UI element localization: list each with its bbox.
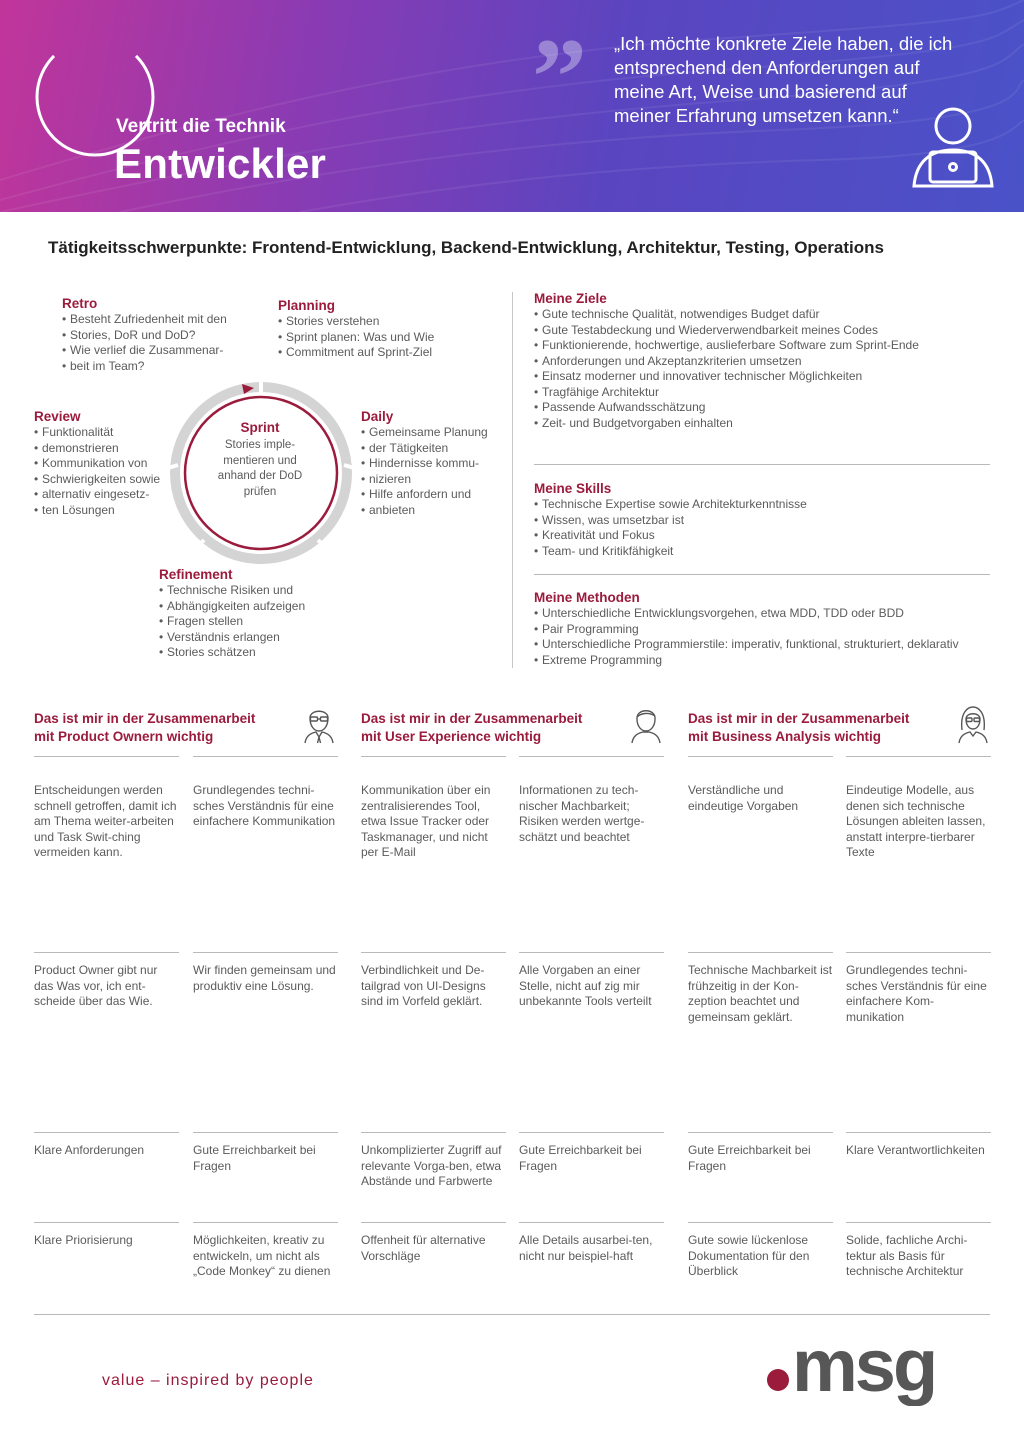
column-divider <box>512 292 513 668</box>
row-divider <box>846 756 991 757</box>
list-item <box>361 503 501 519</box>
list-item: • Besteht Zufriedenheit mit den <box>62 312 262 328</box>
collab-cell: Offenheit für alternative Vorschläge <box>361 1233 486 1263</box>
list-item <box>62 328 262 344</box>
list-item <box>34 503 174 519</box>
row-divider <box>519 1222 664 1223</box>
sprint-line: mentieren und <box>223 454 297 467</box>
collab-cell: Gute Erreichbarkeit bei Fragen <box>688 1143 811 1173</box>
section-divider <box>534 464 990 465</box>
row-divider <box>361 756 506 757</box>
list-item: • Stories verstehen <box>278 314 478 330</box>
list-item-text: Abhängigkeiten aufzeigen <box>167 598 306 613</box>
collab-cell: Technische Machbarkeit ist frühzeitig in der Kon-zeption beachtet und gemeinsam geklärt. <box>688 963 833 1024</box>
developer-laptop-icon <box>908 106 998 188</box>
product-owner-icon <box>302 704 336 744</box>
list-item: • Hilfe anfordern und <box>361 487 501 503</box>
collab-cell: Grundlegendes techni-sches Verständnis für eine einfachere Kommunikation <box>193 783 336 828</box>
row-divider <box>34 1222 179 1223</box>
collab-cell: Klare Anforderungen <box>34 1143 145 1157</box>
list-item: • Hindernisse kommu- <box>361 456 501 472</box>
list-item-text: der Tätigkeiten <box>369 440 449 455</box>
list-item-text: Stories, DoR und DoD? <box>70 327 196 342</box>
list-item: • Kommunikation von <box>34 456 174 472</box>
skills-title: Meine Skills <box>534 481 612 496</box>
collab-cell: Klare Verantwortlichkeiten <box>846 1143 985 1157</box>
collab-cell: Informationen zu tech-nischer Machbarkeit; Risiken werden wertge-schätzt und beachtet <box>519 783 645 844</box>
footer-divider <box>34 1314 990 1315</box>
list-item-text: demonstrieren <box>42 440 119 455</box>
list-item: • Commitment auf Sprint-Ziel <box>278 345 478 361</box>
list-item: • Anforderungen und Akzeptanzkriterien umsetzen <box>534 354 1004 370</box>
quote-line: meine Art, Weise und basierend auf <box>614 81 907 102</box>
msg-logo <box>766 1334 976 1406</box>
list-item: • Unterschiedliche Programmierstile: imperativ, funktional, strukturiert, deklarativ <box>534 637 1004 653</box>
collab-heading-line: mit Business Analysis wichtig <box>688 729 882 744</box>
row-divider <box>193 756 338 757</box>
row-divider <box>361 952 506 953</box>
collab-cell: Klare Priorisierung <box>34 1233 133 1247</box>
collab-heading-line: Das ist mir in der Zusammenarbeit <box>688 711 910 726</box>
collab-heading-product-owner <box>34 710 294 746</box>
collab-cell: Eindeutige Modelle, aus denen sich technische Lösungen ableiten lassen, anstatt interpre-tierbarer Texte <box>846 783 986 859</box>
list-item: • Fragen stellen <box>159 614 359 630</box>
focus-areas-heading: Tätigkeitsschwerpunkte: Frontend-Entwicklung, Backend-Entwicklung, Architektur, Testing, Operations <box>48 238 884 257</box>
collab-cell: Solide, fachliche Archi-tektur als Basis für technische Architektur <box>846 1233 968 1278</box>
list-item <box>361 472 501 488</box>
row-divider <box>846 1132 991 1133</box>
collab-cell: Wir finden gemeinsam und produktiv eine Lösung. <box>193 963 336 993</box>
methods-block <box>534 589 1004 668</box>
list-item: • Stories schätzen <box>159 645 359 661</box>
list-item <box>159 599 359 615</box>
list-item: • Wie verlief die Zusammenar- <box>62 343 262 359</box>
collab-cell: Möglichkeiten, kreativ zu entwickeln, um nicht als „Code Monkey“ zu dienen <box>193 1233 331 1278</box>
list-item <box>34 487 174 503</box>
list-item: • Technische Risiken und <box>159 583 359 599</box>
list-item: • Funktionalität <box>34 425 174 441</box>
collab-heading-line: Das ist mir in der Zusammenarbeit <box>361 711 583 726</box>
list-item-text: Schwierigkeiten sowie <box>42 471 161 486</box>
review-title: Review <box>34 409 81 424</box>
collab-cell: Product Owner gibt nur das Was vor, ich ent-scheide über das Wie. <box>34 963 158 1008</box>
daily-title: Daily <box>361 409 394 424</box>
list-item: • Technische Expertise sowie Architekturkenntnisse <box>534 497 1004 513</box>
quote-line: entsprechend den Anforderungen auf <box>614 57 920 78</box>
collab-cell: Kommunikation über ein zentralisierendes Tool, etwa Issue Tracker oder Taskmanager, und nicht per E-Mail <box>361 783 491 859</box>
collab-heading-business-analysis <box>688 710 948 746</box>
list-item: • Gemeinsame Planung <box>361 425 501 441</box>
goals-title: Meine Ziele <box>534 291 607 306</box>
list-item: • Unterschiedliche Entwicklungsvorgehen, etwa MDD, TDD oder BDD <box>534 606 1004 622</box>
retro-title: Retro <box>62 296 98 311</box>
header-banner <box>0 0 1024 212</box>
list-item: • Wissen, was umsetzbar ist <box>534 513 1004 529</box>
list-item: • Pair Programming <box>534 622 1004 638</box>
row-divider <box>688 1222 833 1223</box>
collab-cell: Verständliche und eindeutige Vorgaben <box>688 783 799 813</box>
list-item: • Einsatz moderner und innovativer technischer Möglichkeiten <box>534 369 1004 385</box>
quote-line: meiner Erfahrung umsetzen kann.“ <box>614 105 899 126</box>
collab-cell: Unkomplizierter Zugriff auf relevante Vorga-ben, etwa Abstände und Farbwerte <box>361 1143 502 1188</box>
row-divider <box>846 1222 991 1223</box>
retro-block <box>62 295 262 374</box>
skills-block <box>534 480 1004 559</box>
user-experience-icon <box>629 704 663 744</box>
list-item: • Gute technische Qualität, notwendiges Budget dafür <box>534 307 1004 323</box>
role-title: Entwickler <box>114 140 327 187</box>
quote-line: „Ich möchte konkrete Ziele haben, die ich <box>614 33 953 54</box>
planning-title: Planning <box>278 298 335 313</box>
list-item: • Team- und Kritikfähigkeit <box>534 544 1004 560</box>
section-divider <box>534 574 990 575</box>
collab-cell: Entscheidungen werden schnell getroffen, damit ich am Thema weiter-arbeiten und Task Swit-ching vermeiden kann. <box>34 783 177 859</box>
methods-title: Meine Methoden <box>534 590 640 605</box>
daily-block <box>361 408 501 518</box>
list-item <box>34 441 174 457</box>
goals-block <box>534 290 1004 431</box>
row-divider <box>193 1132 338 1133</box>
list-item: • Verständnis erlangen <box>159 630 359 646</box>
list-item-text: beit im Team? <box>70 358 145 373</box>
refinement-title: Refinement <box>159 567 233 582</box>
row-divider <box>846 952 991 953</box>
list-item: • Gute Testabdeckung und Wiederverwendbarkeit meines Codes <box>534 323 1004 339</box>
msg-logo-text: msg <box>792 1334 936 1406</box>
list-item: • Funktionierende, hochwertige, auslieferbare Software zum Sprint-Ende <box>534 338 1004 354</box>
collab-cell: Alle Vorgaben an einer Stelle, nicht auf zig mir unbekannte Tools verteilt <box>519 963 652 1008</box>
collab-heading-line: mit Product Ownern wichtig <box>34 729 214 744</box>
list-item <box>62 359 262 375</box>
list-item-text: anbieten <box>369 502 416 517</box>
sprint-description <box>210 438 310 500</box>
list-item: • Passende Aufwandsschätzung <box>534 400 1004 416</box>
row-divider <box>688 756 833 757</box>
list-item: • Zeit- und Budgetvorgaben einhalten <box>534 416 1004 432</box>
row-divider <box>519 1132 664 1133</box>
row-divider <box>519 756 664 757</box>
row-divider <box>688 952 833 953</box>
quote-mark-icon: ” <box>532 16 587 138</box>
collab-heading-line: mit User Experience wichtig <box>361 729 542 744</box>
list-item: • Tragfähige Architektur <box>534 385 1004 401</box>
collab-cell: Alle Details ausarbei-ten, nicht nur beispiel-haft <box>519 1233 653 1263</box>
collab-cell: Grundlegendes techni-sches Verständnis für eine einfachere Kom-munikation <box>846 963 987 1024</box>
review-block <box>34 408 174 518</box>
row-divider <box>34 952 179 953</box>
list-item-text: ten Lösungen <box>42 502 115 517</box>
collab-cell: Gute Erreichbarkeit bei Fragen <box>519 1143 642 1173</box>
list-item-text: nizieren <box>369 471 412 486</box>
collab-cell: Verbindlichkeit und De-tailgrad von UI-Designs sind im Vorfeld geklärt. <box>361 963 486 1008</box>
footer-tagline: value – inspired by people <box>102 1372 314 1389</box>
sprint-line: anhand der DoD <box>217 470 303 482</box>
sprint-line: Stories imple- <box>224 439 296 451</box>
row-divider <box>34 756 179 757</box>
row-divider <box>34 1132 179 1133</box>
sprint-title: Sprint <box>240 420 280 435</box>
collab-cell: Gute Erreichbarkeit bei Fragen <box>193 1143 316 1173</box>
collab-cell: Gute sowie lückenlose Dokumentation für den Überblick <box>688 1233 810 1278</box>
list-item <box>361 441 501 457</box>
sprint-line: prüfen <box>243 485 277 498</box>
row-divider <box>361 1222 506 1223</box>
refinement-block <box>159 566 359 661</box>
list-item: • Kreativität und Fokus <box>534 528 1004 544</box>
row-divider <box>193 1222 338 1223</box>
row-divider <box>193 952 338 953</box>
collab-heading-line: Das ist mir in der Zusammenarbeit <box>34 711 256 726</box>
collab-heading-user-experience <box>361 710 621 746</box>
row-divider <box>688 1132 833 1133</box>
list-item-text: alternativ eingesetz- <box>42 487 150 501</box>
planning-block <box>278 297 478 361</box>
role-subtitle: Vertritt die Technik <box>116 116 286 137</box>
list-item: • Sprint planen: Was und Wie <box>278 330 478 346</box>
list-item: • Extreme Programming <box>534 653 1004 669</box>
business-analyst-icon <box>956 704 990 744</box>
row-divider <box>519 952 664 953</box>
list-item <box>34 472 174 488</box>
row-divider <box>361 1132 506 1133</box>
